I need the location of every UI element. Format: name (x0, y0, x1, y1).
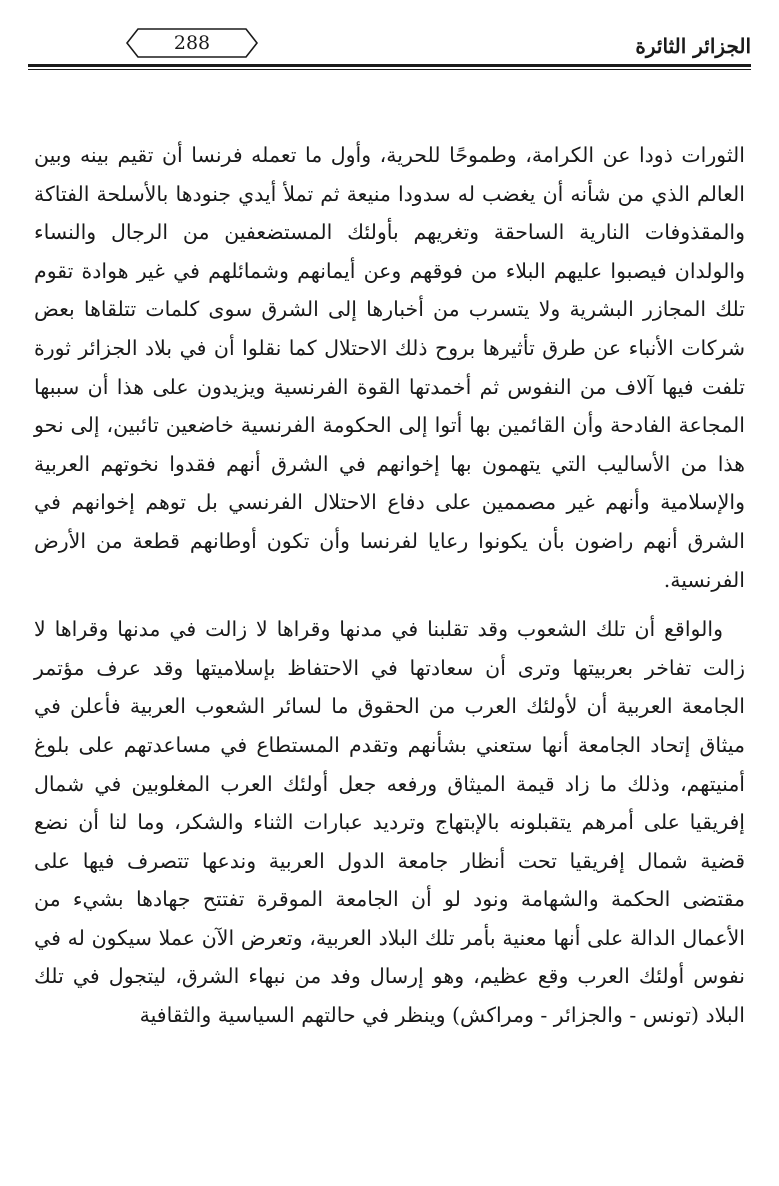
header-double-rule (28, 64, 751, 72)
running-header-title: الجزائر الثائرة (635, 34, 751, 58)
paragraph-2: والواقع أن تلك الشعوب وقد تقلبنا في مدنها وقراها لا زالت في مدنها وقراها لا زالت تفاخر بعربيتها وترى أن سعادتها في الاحتفاظ بإسلاميتها وقد عرف مؤتمر الجامعة العربية أن لأولئك العرب من الحقوق ما لسائر الشعوب العربية فأعلن في ميثاق إتحاد الجامعة أنها ستعني بشأنهم وتقدم المستطاع في مساعدتهم على بلوغ أمنيتهم، وذلك ما زاد قيمة الميثاق ورفعه جعل أولئك العرب المغلوبين في شمال إفريقيا على أمرهم يتقبلونه بالإبتهاج وترديد عبارات الثناء والشكر، وما لنا أن نضع قضية شمال إفريقيا تحت أنظار جامعة الدول العربية وندعها تتصرف فيها على مقتضى الحكمة والشهامة ونود لو أن الجامعة الموقرة تفتتح جهادها بشيء من الأعمال الدالة على أنها معنية بأمر تلك البلاد العربية، وتعرض الآن عملا سيكون له في نفوس أولئك العرب وقع عظيم، وهو إرسال وفد من نبهاء الشرق، ليتجول في تلك البلاد (تونس - والجزائر - ومراكش) وينظر في حالتهم السياسية والثقافية (34, 617, 745, 1028)
page-number: 288 (173, 32, 211, 54)
running-header (28, 28, 751, 68)
header-rule-thin (28, 69, 751, 70)
page-number-frame (126, 28, 258, 58)
paragraph-1: الثورات ذودا عن الكرامة، وطموحًا للحرية، وأول ما تعمله فرنسا أن تقيم بينه وبين العالم الذي من شأنه أن يغضب له سدودا منيعة ثم تملأ أيدي جنودها بالأسلحة الفتاكة والمقذوفات النارية الساحقة وتغريهم بأولئك المستضعفين من الرجال والنساء والولدان فيصبوا عليهم البلاء من فوقهم وعن أيمانهم وشمائلهم في غير هوادة تقوم تلك المجازر البشرية ولا يتسرب من أخبارها إلى الشرق سوى كلمات تتلقاها بعض شركات الأنباء عن طرق تأثيرها بروح ذلك الاحتلال كما نقلوا أن في بلاد الجزائر ثورة تلفت فيها آلاف من النفوس ثم أخمدتها القوة الفرنسية ويزيدون على هذا أن سببها المجاعة الفادحة وأن القائمين بها أتوا إلى الحكومة الفرنسية خاضعين تائبين، إلى نحو هذا من الأساليب التي يتهمون بها إخوانهم في الشرق أنهم فقدوا نخوتهم العربية والإسلامية وأنهم غير مصممين على دفاع الاحتلال الفرنسي بل توهم إخوانهم في الشرق أنهم راضون بأن يكونوا رعايا لفرنسا وأن تكون أوطانهم قطعة من الأرض الفرنسية. (34, 143, 745, 592)
header-rule-thick (28, 64, 751, 67)
body-text (34, 136, 745, 1035)
